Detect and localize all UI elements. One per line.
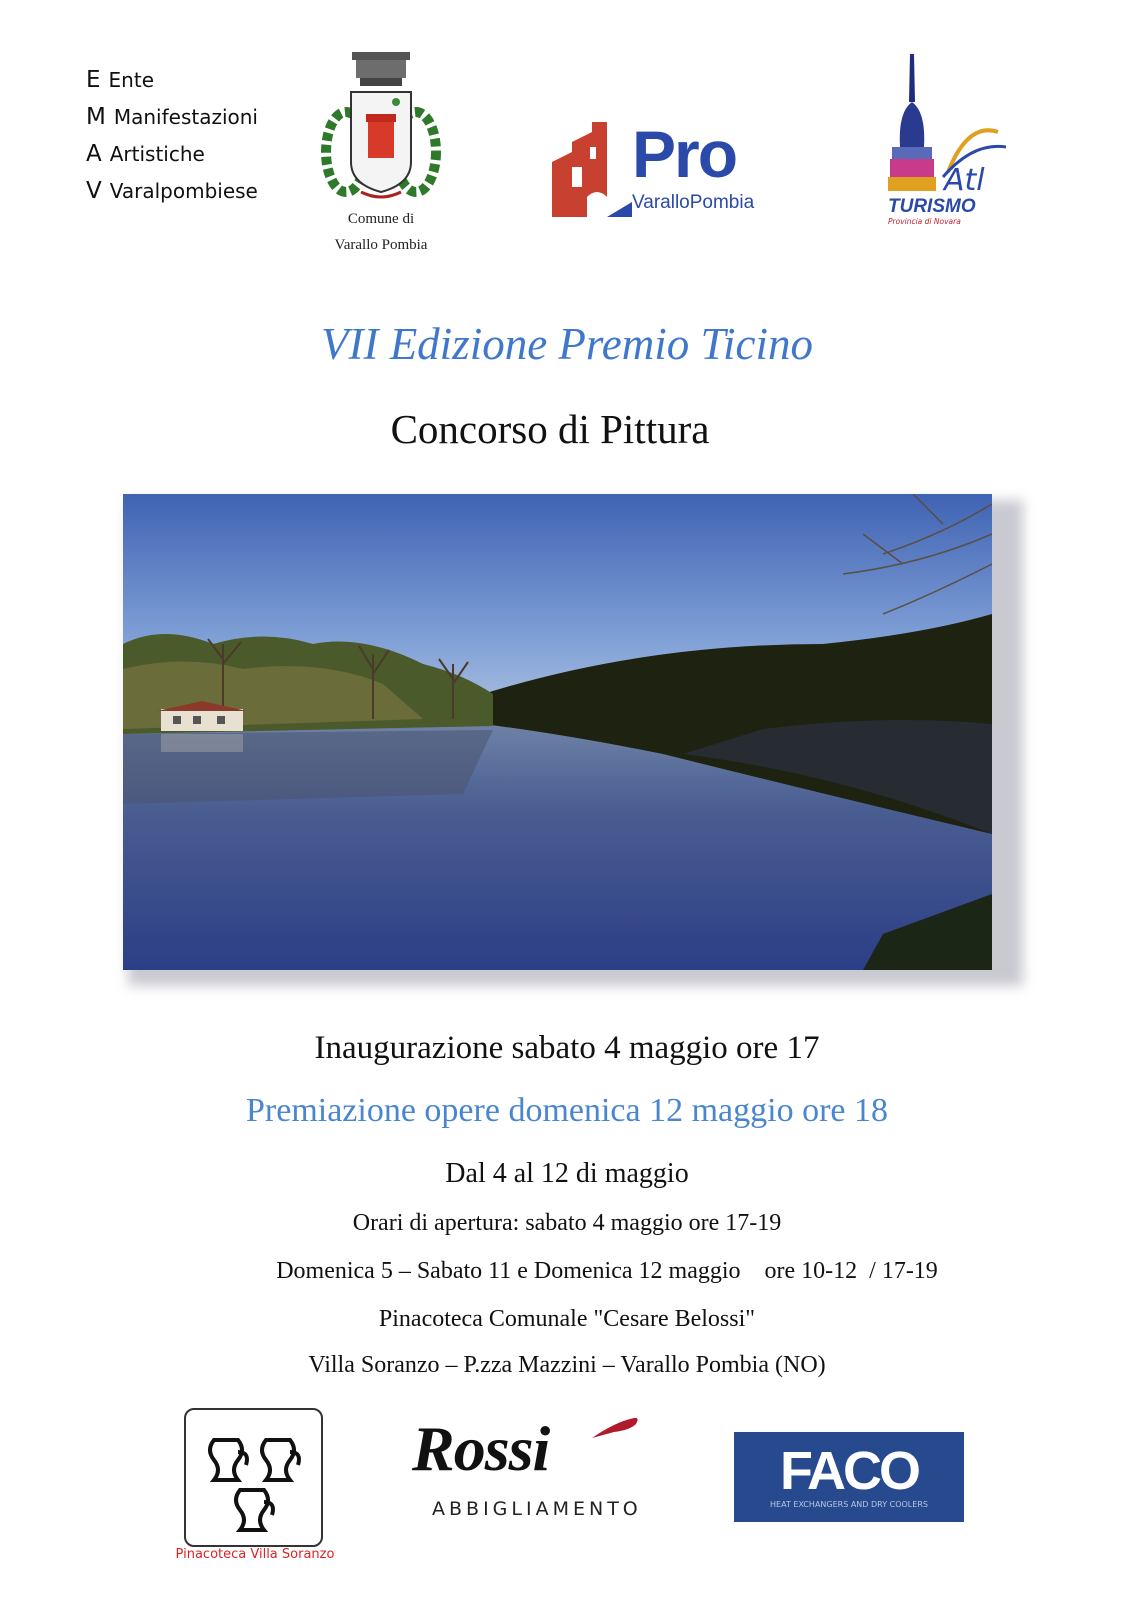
emav-row-a [86,136,258,173]
hours-line-1: Orari di apertura: sabato 4 maggio ore 17-19 [352,1210,782,1236]
comune-caption-line1: Comune di [347,211,415,227]
vases-icon [186,1410,321,1545]
awards-line: Premiazione opere domenica 12 maggio ore 18 [246,1092,888,1129]
atl-sub: Provincia di Novara [888,217,961,226]
emav-row-m [86,99,258,136]
edition-title: VII Edizione Premio Ticino [320,319,813,369]
venue-line: Pinacoteca Comunale "Cesare Belossi" [378,1306,756,1332]
comune-crest [316,52,446,262]
emav-word: Manifestazioni [113,105,258,129]
emav-row-e [86,62,258,99]
emav-word: Varalpombiese [109,179,258,203]
subtitle: Concorso di Pittura [390,406,710,452]
atl-mark: Atl [944,163,985,198]
emav-letter: A [86,141,102,167]
atl-turismo-logo [888,52,1018,232]
emav-acronym [86,62,258,210]
emav-row-v [86,173,258,210]
lake-landscape-image [123,494,992,970]
faco-sub: HEAT EXCHANGERS AND DRY COOLERS [770,1500,928,1509]
address-line: Villa Soranzo – P.zza Mazzini – Varallo Pombia (NO) [308,1352,826,1378]
inauguration-line: Inaugurazione sabato 4 maggio ore 17 [314,1030,820,1066]
rossi-word: Rossi [412,1413,550,1484]
pro-loco-sub: VaralloPombia [632,192,755,213]
rossi-sub: ABBIGLIAMENTO [432,1498,642,1520]
emav-word: Ente [108,68,155,92]
comune-caption-line2: Varallo Pombia [334,237,428,253]
emav-letter: M [86,104,106,130]
lake-photo [123,494,992,970]
pro-loco-word: Pro [632,117,737,191]
crest-icon [316,52,446,202]
faco-word: FACO [779,1441,918,1501]
emav-word: Artistiche [109,142,205,166]
emav-letter: E [86,67,101,93]
pro-loco-logo [552,117,782,222]
pinacoteca-caption: Pinacoteca Villa Soranzo [175,1547,335,1562]
rossi-logo [412,1412,652,1522]
hours-line-2: Domenica 5 – Sabato 11 e Domenica 12 maggio ore 10-12 / 17-19 [276,1258,938,1284]
mole-antonelliana-icon [888,52,1018,232]
atl-word: TURISMO [888,196,976,217]
dates-line: Dal 4 al 12 di maggio [445,1158,689,1189]
faco-logo [734,1432,964,1522]
pinacoteca-logo [184,1408,323,1547]
swoosh-icon [590,1412,640,1442]
emav-letter: V [86,178,102,204]
tower-ruin-icon [552,122,632,222]
